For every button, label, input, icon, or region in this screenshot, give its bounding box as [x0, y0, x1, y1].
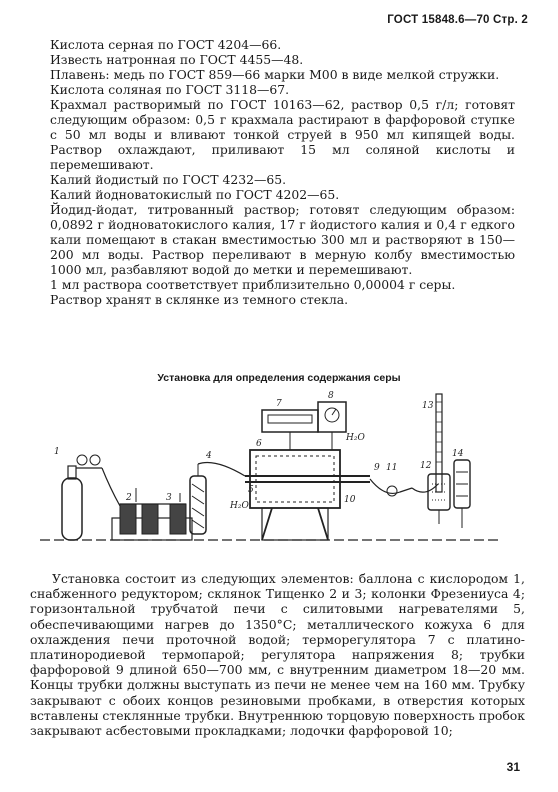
reagent-list — [50, 37, 515, 307]
reservoir — [454, 460, 470, 528]
figure-caption: Установка для определения содержания серы — [157, 372, 401, 384]
burette — [428, 394, 450, 524]
reagent-item: Йодид-йодат, титрованный раствор; готовят следующим образом: 0,0892 г йодноватокислого калия, 17 г йодистого калия и 0,4 г едкого кали помещают в стакан вместимостью 300 мл и растворяют в 150—200 мл воды. Раствор переливают в мерную колбу вместимостью 1000 мл, разбавляют водой до метки и перемешивают. — [50, 202, 515, 277]
reagent-item: Раствор хранят в склянке из темного стекла. — [50, 292, 349, 307]
label-13: 13 — [422, 401, 434, 411]
label-2: 2 — [126, 493, 132, 503]
label-1: 1 — [54, 447, 60, 457]
label-8: 8 — [328, 391, 334, 401]
reagent-item: Кислота серная по ГОСТ 4204—66. — [50, 37, 282, 52]
reagent-item: 1 мл раствора соответствует приблизительно 0,00004 г серы. — [50, 277, 456, 292]
label-12: 12 — [420, 461, 432, 471]
oxygen-cylinder — [62, 455, 120, 540]
voltage-regulator — [318, 402, 346, 450]
label-5: 5 — [248, 485, 254, 495]
reagent-item: Кислота соляная по ГОСТ 3118—67. — [50, 82, 290, 97]
page-header: ГОСТ 15848.6—70 Стр. 2 — [387, 14, 528, 26]
label-4: 4 — [206, 451, 212, 461]
tishchenko-flasks — [112, 488, 192, 540]
label-6: 6 — [256, 439, 262, 449]
water-label-bottom: H₂O — [230, 501, 249, 511]
label-9: 9 — [374, 463, 380, 473]
body-paragraph: Установка состоит из следующих элементов: баллона с кислородом 1, снабженного редуктором; склянок Тищенко 2 и 3; колонки Фрезениуса 4; горизонтальной трубчатой печи с силитовыми нагревателями 5, обеспечивающими нагрев до 1350°С; металлического кожуха 6 для охлаждения печи проточной водой; терморегулятора 7 с платино-платинородиевой термопарой; регулятора напряжения 8; трубки фарфоровой 9 длиной 650—700 мм, с внутренним диаметром 18—20 мм. Концы трубки должны выступать из печи не менее чем на 160 мм. Трубку закрывают с обоих концов резиновыми пробками, в отверстия которых вставлены стеклянные трубки. Внутреннюю торцовую поверхность пробок закрывают асбестовыми прокладками; лодочки фарфоровой 10; — [30, 571, 525, 739]
label-11: 11 — [386, 463, 398, 473]
label-14: 14 — [452, 449, 464, 459]
apparatus-diagram — [40, 388, 500, 558]
fresenius-column — [190, 463, 245, 535]
label-10: 10 — [344, 495, 356, 505]
label-7: 7 — [276, 399, 282, 409]
thermoregulator — [262, 410, 318, 450]
reagent-item: Плавень: медь по ГОСТ 859—66 марки М00 в виде мелкой стружки. — [50, 67, 500, 82]
reagent-item: Известь натронная по ГОСТ 4455—48. — [50, 52, 304, 67]
label-3: 3 — [166, 493, 172, 503]
reagent-item: Калий йодистый по ГОСТ 4232—65. — [50, 172, 287, 187]
reagent-item: Крахмал растворимый по ГОСТ 10163—62, раствор 0,5 г/л; готовят следующим образом: 0,5 г крахмала растирают в фарфоровой ступке с 50 мл воды и вливают тонкой струей в 950 мл кипящей воды. Раствор охлаждают, приливают 15 мл соляной кислоты и перемешивают. — [50, 97, 515, 172]
reagent-item: Калий йодноватокислый по ГОСТ 4202—65. — [50, 187, 340, 202]
page-number: 31 — [506, 760, 520, 774]
water-label-top: H₂O — [346, 433, 365, 443]
